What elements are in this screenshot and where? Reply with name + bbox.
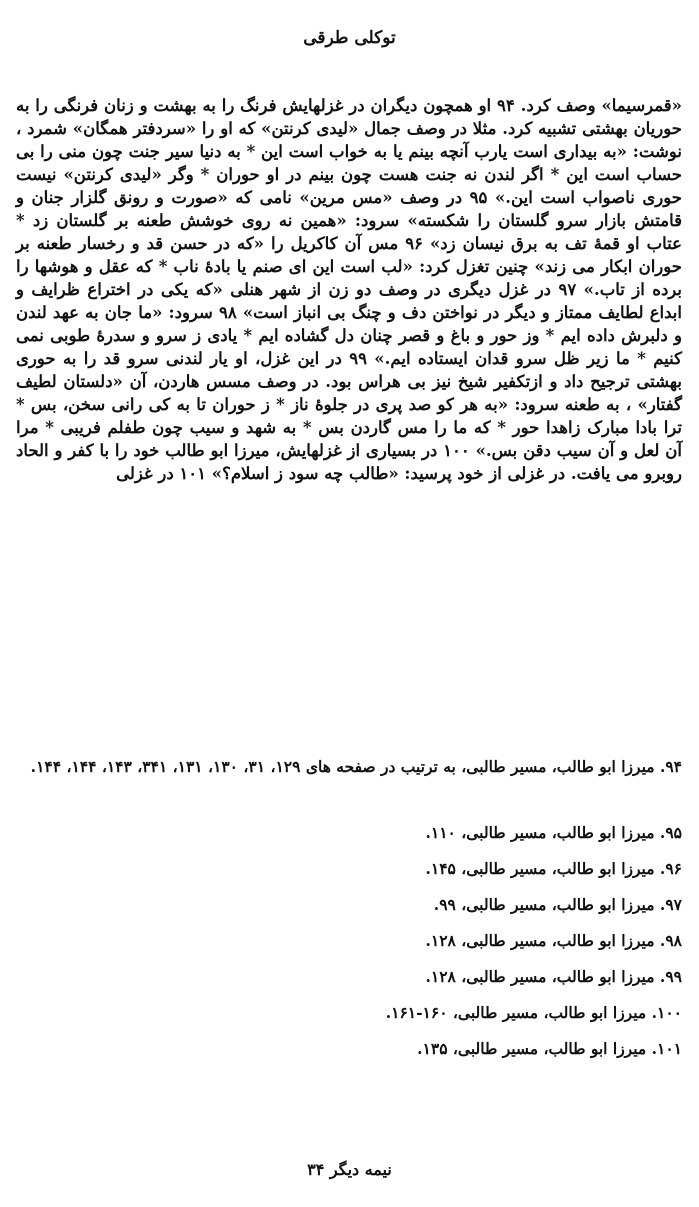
footnote-99: ۹۹. میرزا ابو طالب، مسیر طالبی، ۱۲۸. xyxy=(425,967,682,986)
footnote-98: ۹۸. میرزا ابو طالب، مسیر طالبی، ۱۲۸. xyxy=(425,931,682,950)
running-title: توکلی طرقی xyxy=(303,28,396,48)
footnote-95: ۹۵. میرزا ابو طالب، مسیر طالبی، ۱۱۰. xyxy=(425,823,682,842)
footnote-101: ۱۰۱. میرزا ابو طالب، مسیر طالبی، ۱۳۵. xyxy=(417,1039,682,1058)
footnote-97: ۹۷. میرزا ابو طالب، مسیر طالبی، ۹۹. xyxy=(433,895,682,914)
footnotes-list xyxy=(16,752,682,1070)
footnote-96: ۹۶. میرزا ابو طالب، مسیر طالبی، ۱۴۵. xyxy=(425,859,682,878)
page-footer: نیمه دیگر ۳۴ xyxy=(307,1160,392,1179)
footnote-100: ۱۰۰. میرزا ابو طالب، مسیر طالبی، ۱۶۰-۱۶۱. xyxy=(385,1003,682,1022)
body-paragraph: «قمرسیما» وصف کرد. ۹۴ او همچون دیگران در غزلهایش فرنگ را به بهشت و زنان فرنگی را به حوریان بهشتی تشبیه کرد. مثلا در وصف جمال «لیدی کرنتن» که او را «سردفتر همگان» شمرد ، نوشت: «به بیداری است یارب آنچه بینم یا به خواب است این * به دنیا سیر جنت چون منی را بی حساب است این * اگر لندن نه جنت هست چون بینم در او حوران * وگر «لیدی کرنتن» نیست حوری ناصواب است این.» ۹۵ در وصف «مس مرین» نامی که «صورت و رونق گلزار جنان و قامتش بازار سرو گلستان را شکسته» سرود: «همین نه روی خوشش طعنه بر گلستان زد * عتاب او قمهٔ تف به برق نیسان زد» ۹۶ مس آن کاکریل را «که در حسن قد و رخسار طعنه بر حوران ابکار می زند» چنین تغزل کرد: «لب است این ای صنم یا بادهٔ ناب * که عقل و هوشها را برده از تاب.» ۹۷ در غزل دیگری در وصف دو زن از شهر هنلی «که یکی در اختراع ظرایف و ابداع لطایف ممتاز و دیگر در نواختن دف و چنگ بی انباز است» ۹۸ سرود: «ما جان به عهد لندن و دلبرش داده ایم * وز حور و باغ و قصر چنان دل گشاده ایم * یادی ز سرو و سدرهٔ طوبی نمی کنیم * ما زیر ظل سرو قدان ایستاده ایم.» ۹۹ در این غزل، او یار لندنی سرو قد را به حوری بهشتی ترجیح داد و ازتکفیر شیخ نیز بی هراس بود. در وصف مسس هاردن، آن «دلستان لطیف گفتار» ، به طعنه سرود: «به هر کو صد پری در جلوهٔ ناز * ز حوران تا به کی رانی سخن، بس * ترا بادا مبارک زاهدا حور * که ما را مس گاردن بس * به شهد و سیب چون طفلم فریبی * مرا آن لعل و آن سیب دقن بس.» ۱۰۰ در بسیاری از غزلهایش، میرزا ابو طالب خود را با کفر و الحاد روبرو می یافت. در غزلی از خود پرسید: «طالب چه سود ز اسلام؟» ۱۰۱ در غزلی xyxy=(16,96,683,483)
body-text xyxy=(16,94,682,485)
footnote-94: ۹۴. میرزا ابو طالب، مسیر طالبی، به ترتیب در صفحه های ۱۲۹، ۳۱، ۱۳۰، ۱۳۱، ۳۴۱، ۱۴۳، ۱۴۴، ۱۴۴. xyxy=(30,757,682,776)
